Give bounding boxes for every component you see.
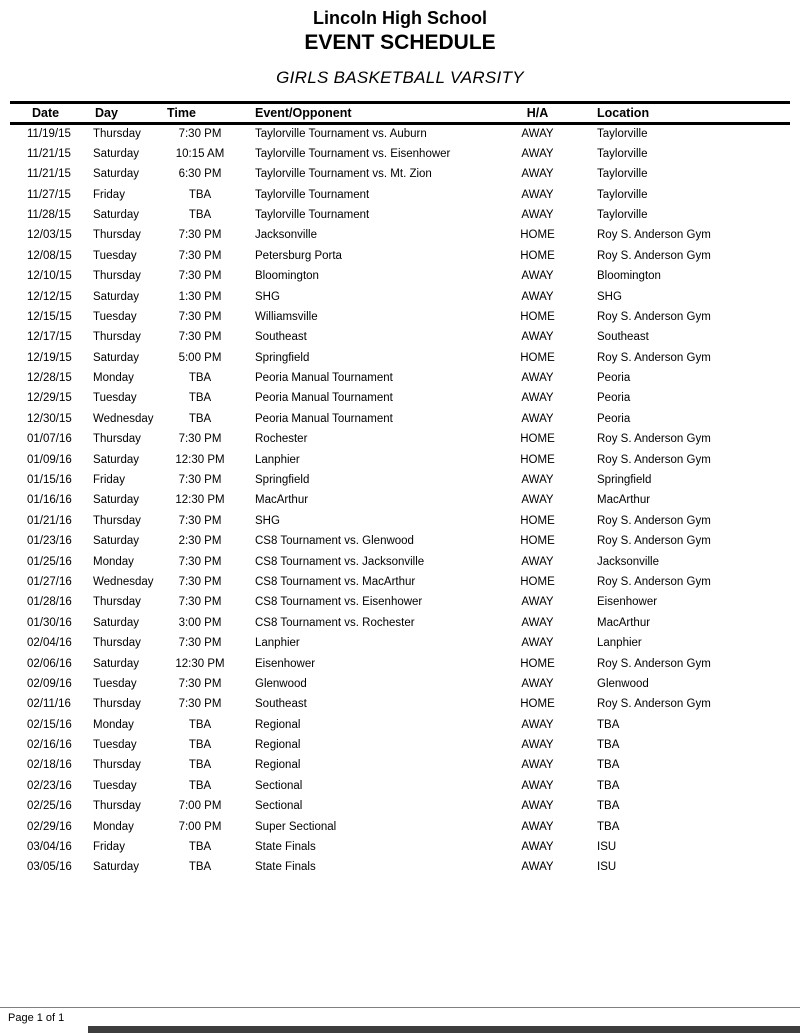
cell-day: Thursday	[93, 514, 141, 527]
cell-date: 02/16/16	[27, 739, 72, 752]
cell-day: Saturday	[93, 147, 140, 160]
cell-date: 12/08/15	[27, 249, 72, 262]
table-row	[10, 674, 790, 694]
cell-time: TBA	[188, 208, 212, 221]
cell-event: Springfield	[255, 474, 310, 487]
cell-day: Tuesday	[93, 249, 137, 262]
table-body	[10, 123, 790, 877]
cell-location: TBA	[597, 779, 620, 792]
cell-time: 7:30 PM	[178, 249, 222, 262]
cell-date: 01/28/16	[27, 596, 72, 609]
table-row	[10, 246, 790, 266]
cell-home-away: AWAY	[521, 555, 554, 568]
table-row	[10, 633, 790, 653]
table-row	[10, 572, 790, 592]
cell-day: Tuesday	[93, 779, 137, 792]
table-row	[10, 388, 790, 408]
cell-time: 7:30 PM	[178, 331, 222, 344]
table-row	[10, 144, 790, 164]
cell-location: Peoria	[597, 392, 631, 405]
cell-event: Southeast	[255, 331, 307, 344]
cell-day: Thursday	[93, 229, 141, 242]
cell-time: TBA	[188, 841, 212, 854]
table-row	[10, 816, 790, 836]
cell-date: 01/30/16	[27, 616, 72, 629]
cell-location: Taylorville	[597, 128, 648, 141]
cell-date: 12/10/15	[27, 270, 72, 283]
cell-location: Roy S. Anderson Gym	[597, 657, 711, 670]
cell-event: MacArthur	[255, 494, 309, 507]
cell-event: Southeast	[255, 698, 307, 711]
cell-location: Roy S. Anderson Gym	[597, 351, 711, 364]
cell-time: 7:30 PM	[178, 474, 222, 487]
cell-time: 6:30 PM	[178, 168, 222, 181]
cell-time: 12:30 PM	[175, 453, 225, 466]
cell-location: Jacksonville	[597, 555, 659, 568]
cell-day: Saturday	[93, 351, 140, 364]
cell-time: 7:00 PM	[178, 800, 222, 813]
cell-date: 01/15/16	[27, 474, 72, 487]
cell-day: Wednesday	[93, 412, 154, 425]
cell-home-away: AWAY	[521, 861, 554, 874]
cell-event: Peoria Manual Tournament	[255, 392, 393, 405]
cell-time: TBA	[188, 779, 212, 792]
cell-home-away: HOME	[520, 310, 555, 323]
cell-date: 01/07/16	[27, 433, 72, 446]
cell-time: TBA	[188, 739, 212, 752]
table-row	[10, 551, 790, 571]
cell-location: Glenwood	[597, 677, 649, 690]
cell-event: CS8 Tournament vs. Jacksonville	[255, 555, 425, 568]
col-header-home-away: H/A	[500, 102, 575, 123]
cell-location: MacArthur	[597, 494, 651, 507]
cell-event: Sectional	[255, 779, 303, 792]
cell-event: SHG	[255, 514, 280, 527]
cell-event: CS8 Tournament vs. Glenwood	[255, 535, 414, 548]
cell-event: State Finals	[255, 841, 316, 854]
cell-location: Peoria	[597, 412, 631, 425]
cell-day: Saturday	[93, 494, 140, 507]
cell-event: Lanphier	[255, 637, 300, 650]
cell-day: Saturday	[93, 657, 140, 670]
cell-date: 02/04/16	[27, 637, 72, 650]
table-row	[10, 653, 790, 673]
cell-home-away: AWAY	[521, 718, 554, 731]
cell-day: Wednesday	[93, 575, 154, 588]
cell-date: 12/03/15	[27, 229, 72, 242]
cell-location: SHG	[597, 290, 622, 303]
cell-day: Thursday	[93, 800, 141, 813]
cell-day: Monday	[93, 820, 134, 833]
cell-date: 01/16/16	[27, 494, 72, 507]
cell-event: Sectional	[255, 800, 303, 813]
cell-date: 02/29/16	[27, 820, 72, 833]
cell-time: 2:30 PM	[178, 535, 222, 548]
cell-time: 10:15 AM	[175, 147, 225, 160]
cell-home-away: AWAY	[521, 596, 554, 609]
col-header-location: Location	[575, 102, 790, 123]
cell-home-away: HOME	[520, 249, 555, 262]
cell-location: Lanphier	[597, 637, 642, 650]
cell-event: CS8 Tournament vs. Eisenhower	[255, 596, 423, 609]
cell-home-away: HOME	[520, 698, 555, 711]
cell-location: Roy S. Anderson Gym	[597, 433, 711, 446]
cell-event: SHG	[255, 290, 280, 303]
table-row	[10, 715, 790, 735]
cell-event: Regional	[255, 739, 301, 752]
cell-event: Williamsville	[255, 310, 318, 323]
table-row	[10, 531, 790, 551]
cell-home-away: AWAY	[521, 800, 554, 813]
cell-location: Taylorville	[597, 208, 648, 221]
cell-location: ISU	[597, 861, 617, 874]
cell-time: 12:30 PM	[175, 494, 225, 507]
table-row	[10, 327, 790, 347]
cell-date: 12/17/15	[27, 331, 72, 344]
cell-event: Taylorville Tournament vs. Auburn	[255, 128, 427, 141]
cell-date: 11/27/15	[27, 188, 71, 201]
table-row	[10, 205, 790, 225]
cell-event: Taylorville Tournament	[255, 188, 370, 201]
cell-time: TBA	[188, 718, 212, 731]
table-row	[10, 796, 790, 816]
cell-day: Tuesday	[93, 677, 137, 690]
cell-home-away: AWAY	[521, 290, 554, 303]
cell-event: CS8 Tournament vs. Rochester	[255, 616, 415, 629]
cell-event: Petersburg Porta	[255, 249, 342, 262]
cell-day: Tuesday	[93, 739, 137, 752]
cell-day: Thursday	[93, 433, 141, 446]
cell-date: 01/23/16	[27, 535, 72, 548]
col-header-date: Date	[10, 102, 88, 123]
cell-event: State Finals	[255, 861, 316, 874]
cell-time: 7:30 PM	[178, 596, 222, 609]
table-row	[10, 592, 790, 612]
cell-day: Tuesday	[93, 392, 137, 405]
cell-date: 11/21/15	[27, 147, 71, 160]
cell-location: Southeast	[597, 331, 649, 344]
table-row	[10, 755, 790, 775]
table-row	[10, 123, 790, 143]
table-row	[10, 613, 790, 633]
cell-home-away: AWAY	[521, 168, 554, 181]
cell-location: TBA	[597, 820, 620, 833]
cell-time: 7:30 PM	[178, 637, 222, 650]
table-row	[10, 164, 790, 184]
cell-location: Springfield	[597, 474, 652, 487]
cell-time: 5:00 PM	[178, 351, 222, 364]
cell-home-away: HOME	[520, 351, 555, 364]
cell-location: TBA	[597, 800, 620, 813]
cell-location: Roy S. Anderson Gym	[597, 698, 711, 711]
cell-location: Roy S. Anderson Gym	[597, 514, 711, 527]
cell-day: Monday	[93, 372, 134, 385]
cell-location: Taylorville	[597, 188, 648, 201]
cell-home-away: AWAY	[521, 494, 554, 507]
cell-location: TBA	[597, 718, 620, 731]
cell-event: Regional	[255, 718, 301, 731]
cell-time: 7:30 PM	[178, 128, 222, 141]
cell-time: TBA	[188, 861, 212, 874]
cell-home-away: AWAY	[521, 147, 554, 160]
cell-home-away: AWAY	[521, 331, 554, 344]
table-row	[10, 449, 790, 469]
cell-event: CS8 Tournament vs. MacArthur	[255, 575, 416, 588]
cell-day: Monday	[93, 718, 134, 731]
cell-date: 02/11/16	[27, 698, 71, 711]
table-row	[10, 347, 790, 367]
cell-time: 12:30 PM	[175, 657, 225, 670]
cell-date: 12/28/15	[27, 372, 72, 385]
cell-event: Bloomington	[255, 270, 319, 283]
cell-date: 02/18/16	[27, 759, 72, 772]
cell-event: Lanphier	[255, 453, 300, 466]
cell-day: Friday	[93, 841, 125, 854]
cell-day: Thursday	[93, 698, 141, 711]
cell-home-away: AWAY	[521, 677, 554, 690]
cell-date: 11/19/15	[27, 128, 71, 141]
table-row	[10, 490, 790, 510]
cell-event: Taylorville Tournament vs. Mt. Zion	[255, 168, 432, 181]
cell-home-away: AWAY	[521, 208, 554, 221]
cell-date: 12/15/15	[27, 310, 72, 323]
cell-day: Saturday	[93, 290, 140, 303]
table-row	[10, 837, 790, 857]
table-row	[10, 857, 790, 877]
cell-day: Saturday	[93, 208, 140, 221]
cell-time: 7:30 PM	[178, 433, 222, 446]
cell-home-away: AWAY	[521, 841, 554, 854]
cell-event: Peoria Manual Tournament	[255, 412, 393, 425]
cell-home-away: AWAY	[521, 779, 554, 792]
cell-day: Thursday	[93, 270, 141, 283]
table-row	[10, 225, 790, 245]
cell-day: Friday	[93, 188, 125, 201]
cell-time: TBA	[188, 412, 212, 425]
cell-event: Peoria Manual Tournament	[255, 372, 393, 385]
cell-date: 03/04/16	[27, 841, 72, 854]
cell-home-away: AWAY	[521, 188, 554, 201]
cell-event: Eisenhower	[255, 657, 316, 670]
cell-home-away: AWAY	[521, 474, 554, 487]
cell-time: 7:30 PM	[178, 677, 222, 690]
cell-home-away: HOME	[520, 514, 555, 527]
table-row	[10, 266, 790, 286]
cell-home-away: AWAY	[521, 412, 554, 425]
schedule-table	[10, 101, 790, 878]
cell-date: 01/25/16	[27, 555, 72, 568]
cell-location: Roy S. Anderson Gym	[597, 229, 711, 242]
cell-date: 03/05/16	[27, 861, 72, 874]
cell-date: 01/27/16	[27, 575, 72, 588]
cell-home-away: HOME	[520, 657, 555, 670]
cell-event: Taylorville Tournament	[255, 208, 370, 221]
cell-event: Super Sectional	[255, 820, 337, 833]
cell-home-away: AWAY	[521, 616, 554, 629]
table-row	[10, 409, 790, 429]
page-footer	[0, 1007, 800, 1024]
page-number-label: Page 1 of 1	[8, 1012, 65, 1024]
col-header-event: Event/Opponent	[240, 102, 500, 123]
cell-time: 1:30 PM	[178, 290, 222, 303]
cell-home-away: AWAY	[521, 392, 554, 405]
cell-location: Taylorville	[597, 147, 648, 160]
cell-location: Roy S. Anderson Gym	[597, 575, 711, 588]
table-row	[10, 429, 790, 449]
school-name: Lincoln High School	[313, 8, 487, 28]
cell-location: Taylorville	[597, 168, 648, 181]
table-row	[10, 368, 790, 388]
cell-day: Friday	[93, 474, 125, 487]
cell-time: 7:30 PM	[178, 698, 222, 711]
table-row	[10, 286, 790, 306]
cell-event: Glenwood	[255, 677, 307, 690]
cell-event: Jacksonville	[255, 229, 317, 242]
cell-home-away: AWAY	[521, 128, 554, 141]
col-header-time: Time	[160, 102, 240, 123]
cell-day: Saturday	[93, 453, 140, 466]
cell-event: Taylorville Tournament vs. Eisenhower	[255, 147, 451, 160]
cell-home-away: AWAY	[521, 820, 554, 833]
cell-home-away: AWAY	[521, 637, 554, 650]
table-row	[10, 776, 790, 796]
cell-location: Roy S. Anderson Gym	[597, 249, 711, 262]
cell-date: 02/23/16	[27, 779, 72, 792]
cell-time: TBA	[188, 372, 212, 385]
cell-day: Thursday	[93, 596, 141, 609]
cell-event: Regional	[255, 759, 301, 772]
cell-day: Saturday	[93, 168, 140, 181]
cell-day: Thursday	[93, 637, 141, 650]
cell-date: 02/15/16	[27, 718, 72, 731]
cell-home-away: AWAY	[521, 739, 554, 752]
cell-home-away: HOME	[520, 229, 555, 242]
cell-date: 11/28/15	[27, 208, 71, 221]
cell-date: 01/21/16	[27, 514, 72, 527]
cell-time: 7:30 PM	[178, 270, 222, 283]
cell-home-away: AWAY	[521, 759, 554, 772]
cell-home-away: HOME	[520, 535, 555, 548]
cell-location: TBA	[597, 759, 620, 772]
cell-day: Monday	[93, 555, 134, 568]
bottom-scrollbar[interactable]	[88, 1026, 800, 1033]
cell-home-away: AWAY	[521, 372, 554, 385]
cell-date: 12/30/15	[27, 412, 72, 425]
table-header-row	[10, 102, 790, 123]
cell-time: 7:30 PM	[178, 575, 222, 588]
page-title: EVENT SCHEDULE	[304, 30, 496, 54]
cell-location: MacArthur	[597, 616, 651, 629]
cell-day: Thursday	[93, 128, 141, 141]
cell-time: TBA	[188, 188, 212, 201]
table-row	[10, 184, 790, 204]
cell-home-away: HOME	[520, 453, 555, 466]
cell-time: 7:30 PM	[178, 229, 222, 242]
table-row	[10, 511, 790, 531]
table-row	[10, 694, 790, 714]
cell-date: 12/29/15	[27, 392, 72, 405]
cell-date: 02/25/16	[27, 800, 72, 813]
cell-date: 12/12/15	[27, 290, 72, 303]
cell-home-away: HOME	[520, 433, 555, 446]
document-header	[0, 0, 800, 88]
cell-location: ISU	[597, 841, 617, 854]
cell-day: Saturday	[93, 616, 140, 629]
cell-event: Springfield	[255, 351, 310, 364]
cell-time: 7:30 PM	[178, 310, 222, 323]
cell-location: Roy S. Anderson Gym	[597, 310, 711, 323]
cell-location: TBA	[597, 739, 620, 752]
cell-location: Roy S. Anderson Gym	[597, 535, 711, 548]
cell-home-away: AWAY	[521, 270, 554, 283]
table-row	[10, 470, 790, 490]
cell-time: 7:30 PM	[178, 514, 222, 527]
cell-date: 01/09/16	[27, 453, 72, 466]
cell-date: 12/19/15	[27, 351, 72, 364]
cell-location: Roy S. Anderson Gym	[597, 453, 711, 466]
table-row	[10, 307, 790, 327]
cell-day: Thursday	[93, 759, 141, 772]
cell-day: Tuesday	[93, 310, 137, 323]
cell-day: Saturday	[93, 535, 140, 548]
cell-event: Rochester	[255, 433, 308, 446]
table-row	[10, 735, 790, 755]
cell-time: TBA	[188, 759, 212, 772]
cell-location: Peoria	[597, 372, 631, 385]
cell-time: 3:00 PM	[178, 616, 222, 629]
col-header-day: Day	[88, 102, 160, 123]
cell-day: Saturday	[93, 861, 140, 874]
cell-date: 02/06/16	[27, 657, 72, 670]
cell-date: 11/21/15	[27, 168, 71, 181]
cell-time: 7:00 PM	[178, 820, 222, 833]
cell-date: 02/09/16	[27, 677, 72, 690]
cell-day: Thursday	[93, 331, 141, 344]
cell-location: Eisenhower	[597, 596, 658, 609]
page-subtitle: GIRLS BASKETBALL VARSITY	[276, 67, 524, 87]
cell-time: 7:30 PM	[178, 555, 222, 568]
cell-location: Bloomington	[597, 270, 661, 283]
cell-home-away: HOME	[520, 575, 555, 588]
cell-time: TBA	[188, 392, 212, 405]
